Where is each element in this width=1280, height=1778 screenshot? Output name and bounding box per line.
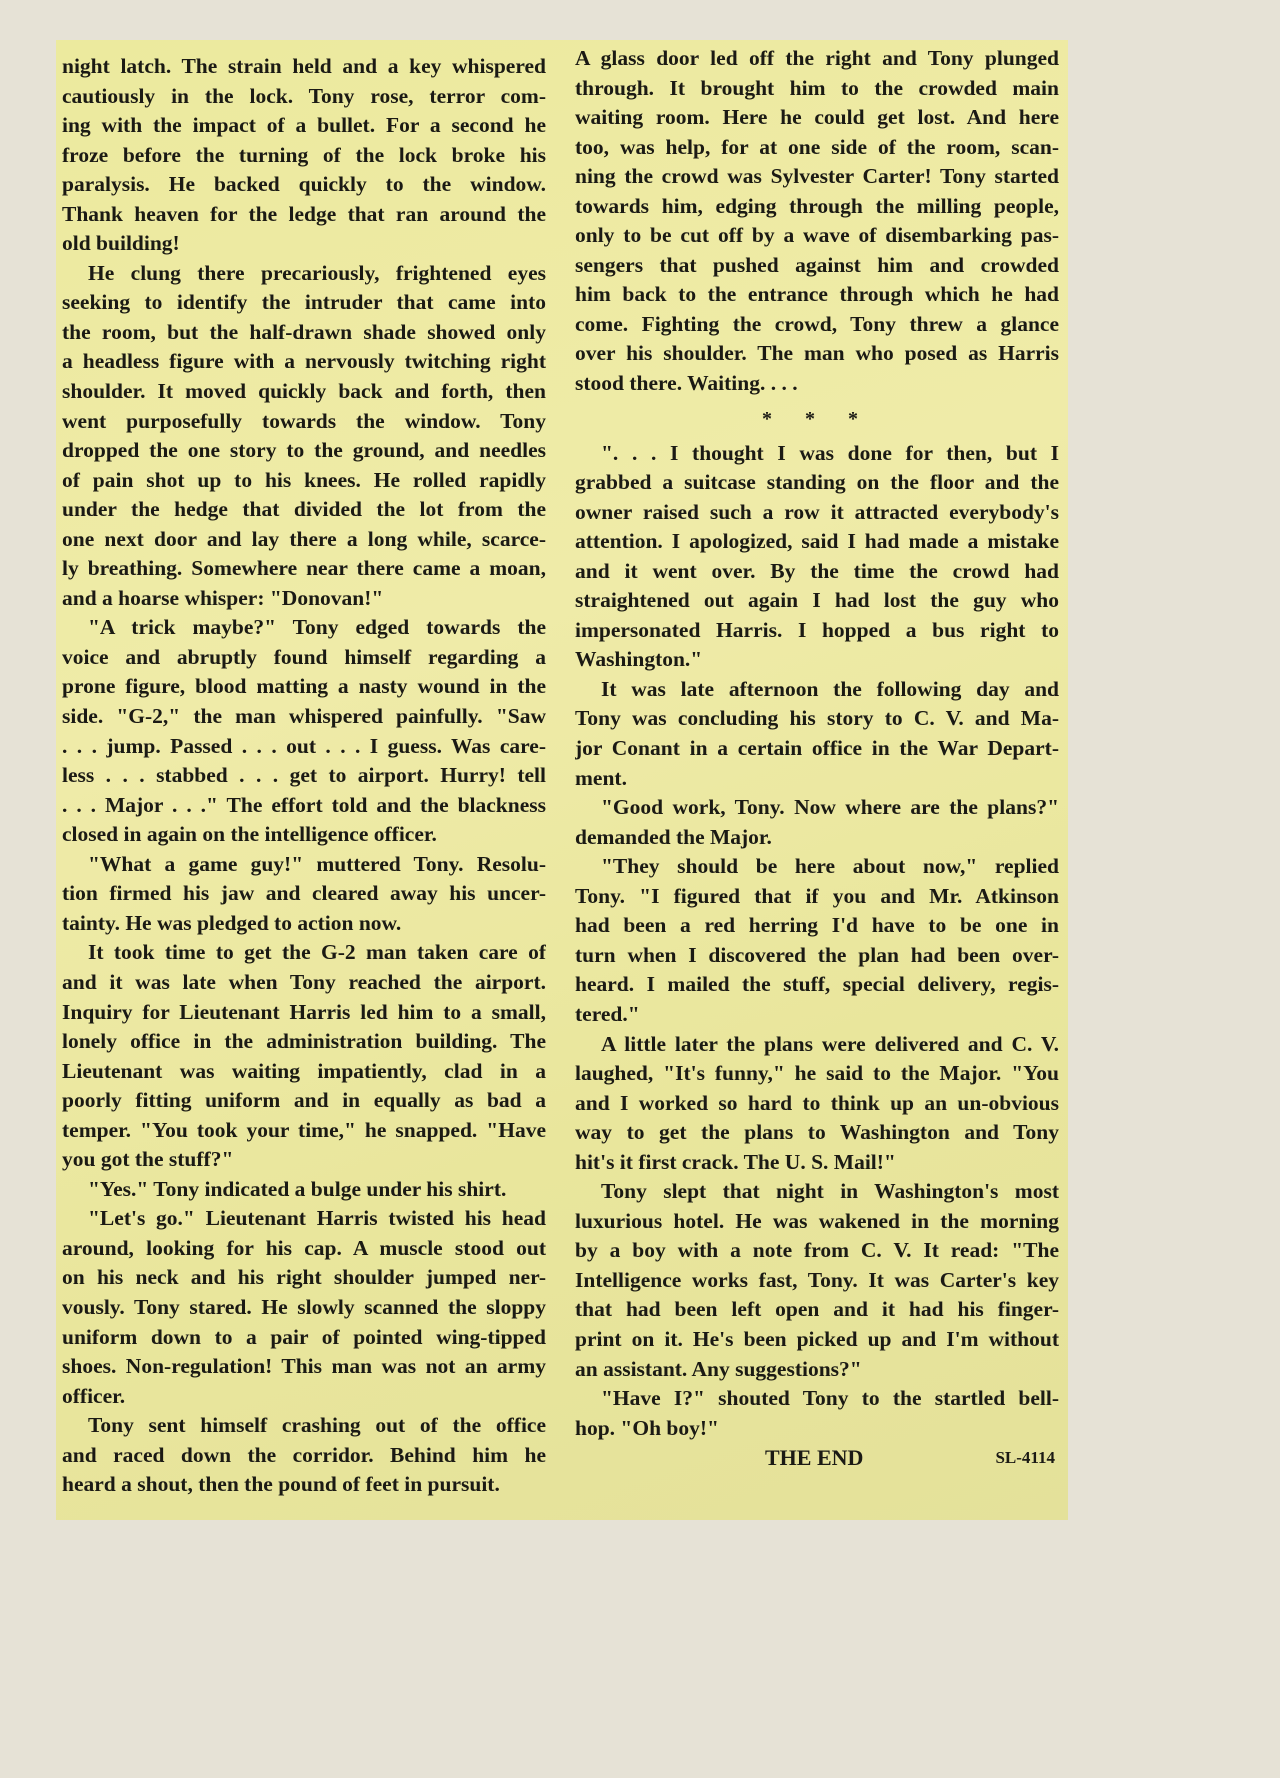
paragraph bbox=[575, 1177, 1059, 1384]
paragraph bbox=[62, 850, 546, 939]
paragraph bbox=[575, 852, 1059, 1029]
text-line: had been a red herring I'd have to be one in bbox=[575, 913, 1059, 938]
paragraph bbox=[62, 1204, 546, 1411]
text-line: through. It brought him to the crowded main bbox=[575, 75, 1059, 100]
text-line: Tony sent himself crashing out of the office bbox=[88, 1413, 546, 1438]
text-line: towards him, edging through the milling people, bbox=[575, 193, 1059, 218]
text-line: side. "G-2," the man whispered painfully. "Saw bbox=[62, 704, 546, 729]
text-line: Thank heaven for the ledge that ran around the bbox=[62, 201, 546, 226]
text-line: ly breathing. Somewhere near there came a moan, bbox=[62, 556, 546, 581]
text-line: and raced down the corridor. Behind him he bbox=[62, 1442, 546, 1467]
text-line: only to be cut off by a wave of disembarking pas- bbox=[575, 223, 1059, 248]
text-line: owner raised such a row it attracted everybody's bbox=[575, 499, 1059, 524]
text-line: froze before the turning of the lock broke his bbox=[62, 142, 546, 167]
paragraph bbox=[575, 1030, 1059, 1178]
text-line: of pain shot up to his knees. He rolled rapidly bbox=[62, 467, 546, 492]
text-line: voice and abruptly found himself regarding a bbox=[62, 644, 546, 669]
section-separator: * * * bbox=[762, 407, 872, 430]
text-line: and I worked so hard to think up an un-obvious bbox=[575, 1090, 1059, 1115]
text-line: print on it. He's been picked up and I'm without bbox=[575, 1326, 1059, 1351]
text-line: hop. "Oh boy!" bbox=[575, 1415, 719, 1440]
text-line: and a hoarse whisper: "Donovan!" bbox=[62, 585, 384, 610]
the-end-label: THE END bbox=[765, 1445, 864, 1471]
text-line: shoes. Non-regulation! This man was not an army bbox=[62, 1354, 546, 1379]
paragraph bbox=[575, 793, 1059, 852]
text-line: sengers that pushed against him and crowded bbox=[575, 252, 1059, 277]
paragraph bbox=[62, 613, 546, 849]
text-line: "Good work, Tony. Now where are the plans?" bbox=[601, 795, 1059, 820]
text-line: Intelligence works fast, Tony. It was Carter's key bbox=[575, 1267, 1059, 1292]
text-line: "A trick maybe?" Tony edged towards the bbox=[88, 615, 546, 640]
paragraph bbox=[62, 1411, 546, 1500]
paragraph bbox=[575, 675, 1059, 793]
story-ending bbox=[575, 1443, 1059, 1473]
text-line: and it was late when Tony reached the airport. bbox=[62, 969, 546, 994]
text-line: one next door and lay there a long while, scarce- bbox=[62, 526, 546, 551]
text-line: old building! bbox=[62, 231, 180, 256]
text-line: poorly fitting uniform and in equally as bad a bbox=[62, 1088, 546, 1113]
text-line: vously. Tony stared. He slowly scanned the sloppy bbox=[62, 1294, 546, 1319]
text-line: him back to the entrance through which he had bbox=[575, 282, 1059, 307]
text-line: luxurious hotel. He was wakened in the morning bbox=[575, 1208, 1059, 1233]
text-line: ing with the impact of a bullet. For a second he bbox=[62, 113, 546, 138]
text-line: Lieutenant was waiting impatiently, clad in a bbox=[62, 1058, 546, 1083]
text-line: attention. I apologized, said I had made a mistake bbox=[575, 529, 1059, 554]
text-line: laughed, "It's funny," he said to the Major. "You bbox=[575, 1061, 1059, 1086]
text-line: lonely office in the administration building. The bbox=[62, 1029, 546, 1054]
text-line: temper. "You took your time," he snapped. "Have bbox=[62, 1117, 546, 1142]
text-line: under the hedge that divided the lot from the bbox=[62, 497, 546, 522]
paragraph bbox=[62, 52, 546, 259]
text-column-right bbox=[575, 44, 1059, 1473]
text-line: It was late afternoon the following day and bbox=[601, 676, 1059, 701]
text-line: an assistant. Any suggestions?" bbox=[575, 1356, 862, 1381]
text-line: heard. I mailed the stuff, special delivery, regis- bbox=[575, 972, 1059, 997]
text-line: "What a game guy!" muttered Tony. Resolu- bbox=[88, 851, 546, 876]
text-line: over his shoulder. The man who posed as Harris bbox=[575, 341, 1059, 366]
text-line: heard a shout, then the pound of feet in pursuit. bbox=[62, 1472, 500, 1497]
text-line: "Let's go." Lieutenant Harris twisted his head bbox=[88, 1206, 546, 1231]
text-line: A glass door led off the right and Tony plunged bbox=[575, 46, 1059, 70]
page-code: SL-4114 bbox=[995, 1448, 1055, 1468]
text-line: demanded the Major. bbox=[575, 824, 772, 849]
text-line: Inquiry for Lieutenant Harris led him to a small, bbox=[62, 999, 546, 1024]
text-line: ning the crowd was Sylvester Carter! Tony started bbox=[575, 164, 1059, 189]
text-line: that had been left open and it had his finger- bbox=[575, 1297, 1059, 1322]
text-line: Tony. "I figured that if you and Mr. Atkinson bbox=[575, 883, 1059, 908]
text-line: turn when I discovered the plan had been over- bbox=[575, 942, 1059, 967]
paragraph bbox=[575, 439, 1059, 675]
text-line: prone figure, blood matting a nasty wound in the bbox=[62, 674, 546, 699]
text-line: . . . jump. Passed . . . out . . . I guess. Was care- bbox=[62, 733, 546, 758]
text-line: It took time to get the G-2 man taken care of bbox=[88, 940, 546, 965]
text-line: seeking to identify the intruder that came into bbox=[62, 290, 546, 315]
text-line: shoulder. It moved quickly back and forth, then bbox=[62, 379, 546, 404]
text-line: stood there. Waiting. . . . bbox=[575, 371, 798, 396]
text-line: straightened out again I had lost the guy who bbox=[575, 588, 1059, 613]
text-line: waiting room. Here he could get lost. And here bbox=[575, 105, 1059, 130]
text-line: A little later the plans were delivered and C. V. bbox=[601, 1031, 1059, 1056]
text-line: tered." bbox=[575, 1001, 640, 1026]
text-line: ". . . I thought I was done for then, but I bbox=[601, 440, 1059, 465]
paragraph bbox=[575, 1384, 1059, 1443]
text-line: tainty. He was pledged to action now. bbox=[62, 910, 402, 935]
text-line: ment. bbox=[575, 765, 627, 790]
text-line: Washington." bbox=[575, 647, 703, 672]
text-line: "Have I?" shouted Tony to the startled bell- bbox=[601, 1386, 1059, 1411]
text-line: impersonated Harris. I hopped a bus right to bbox=[575, 617, 1059, 642]
text-line: by a boy with a note from C. V. It read: "The bbox=[575, 1238, 1059, 1263]
text-line: . . . Major . . ." The effort told and the blackness bbox=[62, 792, 546, 817]
text-line: tion firmed his jaw and cleared away his uncer- bbox=[62, 881, 546, 906]
text-line: and it went over. By the time the crowd had bbox=[575, 558, 1059, 583]
text-line: grabbed a suitcase standing on the floor and the bbox=[575, 470, 1059, 495]
text-line: uniform down to a pair of pointed wing-tipped bbox=[62, 1324, 546, 1349]
text-line: jor Conant in a certain office in the War Depart- bbox=[575, 736, 1059, 761]
text-line: officer. bbox=[62, 1383, 126, 1408]
text-line: on his neck and his right shoulder jumped ner- bbox=[62, 1265, 546, 1290]
text-line: come. Fighting the crowd, Tony threw a glance bbox=[575, 311, 1059, 336]
text-line: around, looking for his cap. A muscle stood out bbox=[62, 1235, 546, 1260]
text-line: way to get the plans to Washington and Tony bbox=[575, 1120, 1059, 1145]
paragraph bbox=[575, 44, 1059, 399]
text-line: dropped the one story to the ground, and needles bbox=[62, 438, 546, 463]
paragraph bbox=[62, 259, 546, 614]
text-line: He clung there precariously, frightened eyes bbox=[88, 260, 546, 285]
text-line: hit's it first crack. The U. S. Mail!" bbox=[575, 1149, 896, 1174]
text-line: "They should be here about now," replied bbox=[601, 854, 1059, 879]
text-line: you got the stuff?" bbox=[62, 1147, 234, 1172]
text-line: cautiously in the lock. Tony rose, terror com- bbox=[62, 83, 546, 108]
text-line: the room, but the half-drawn shade showed only bbox=[62, 319, 546, 344]
paragraph bbox=[62, 1175, 546, 1205]
text-line: Tony was concluding his story to C. V. and Ma- bbox=[575, 706, 1059, 731]
text-line: "Yes." Tony indicated a bulge under his shirt. bbox=[88, 1176, 507, 1201]
text-line: went purposefully towards the window. Tony bbox=[62, 408, 546, 433]
text-line: a headless figure with a nervously twitching right bbox=[62, 349, 546, 374]
text-line: Tony slept that night in Washington's most bbox=[601, 1179, 1059, 1204]
text-line: closed in again on the intelligence officer. bbox=[62, 822, 437, 847]
text-column-left bbox=[62, 52, 546, 1500]
text-line: less . . . stabbed . . . get to airport. Hurry! tell bbox=[62, 763, 546, 788]
paragraph bbox=[62, 938, 546, 1174]
text-line: night latch. The strain held and a key whispered bbox=[62, 54, 546, 78]
text-line: paralysis. He backed quickly to the window. bbox=[62, 172, 546, 197]
text-line: too, was help, for at one side of the room, scan- bbox=[575, 134, 1059, 159]
